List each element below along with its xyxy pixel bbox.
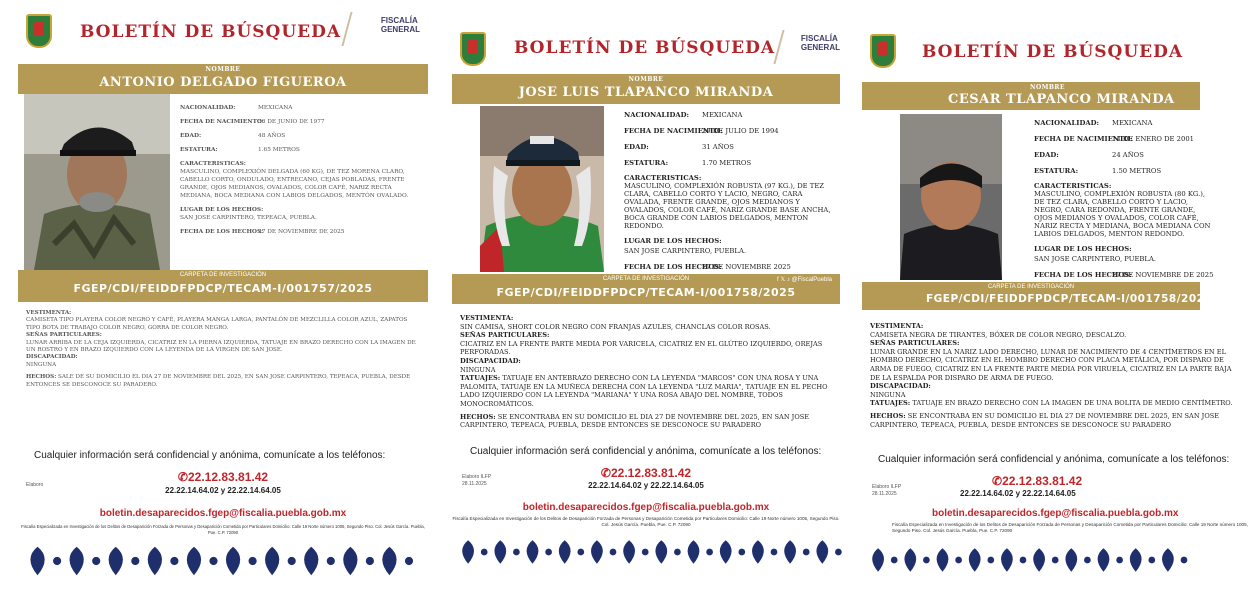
contact-email-link[interactable]: boletin.desaparecidos.fgep@fiscalia.puebla.gob.mx [932,508,1179,519]
case-file-banner [18,270,428,302]
case-file-label: CARPETA DE INVESTIGACIÓN [602,276,690,282]
height-value: 1.70 METROS [702,159,752,167]
talavera-motif [148,547,162,576]
talavera-dot [642,549,649,556]
confidential-notice: Cualquier información será confidencial y anónima, comunícate a los teléfonos: [878,454,1230,465]
disability-label: DISCAPACIDAD: [460,356,521,365]
person-photo [900,114,1002,280]
decorative-talavera-border [862,546,1200,574]
bulletin-header [18,8,428,56]
state-shield-icon [460,32,486,66]
birthdate-value: 30 DE JUNIO DE 1977 [258,119,325,125]
traits-label: CARACTERISTICAS: [624,174,702,182]
person-name: CESAR TLAPANCO MIRANDA [948,92,1175,107]
event-date-value: 27 DE NOVIEMBRE 2025 [702,263,791,271]
facts-value: SALE DE SU DOMICILIO EL DIA 27 DE NOVIEMBRE DEL 2025, EN SAN JOSE CARPINTERO, TEPEACA, PUEBLA, DESDE ENTONCES SE DESCONOCE SU PARADERO. [26,374,411,388]
marks-label: SEÑAS PARTICULARES: [460,331,550,340]
hotline-number[interactable]: ✆22.12.83.81.42 [992,474,1083,488]
age-label: EDAD: [180,133,202,139]
facts-value: SE ENCONTRABA EN SU DOMICILIO EL DIA 27 DE NOVIEMBRE DEL 2025, EN SAN JOSE CARPINTERO, TEPEACA, PUEBLA, DESDE ENTONCES SE DESCONOCE SU PARADERO [460,412,810,430]
talavera-dot [1052,557,1059,564]
nationality-value: MEXICANA [1112,119,1153,127]
clothing-value: SIN CAMISA, SHORT COLOR NEGRO CON FRANJAS AZULES, CHANCLAS COLOR ROSAS. [460,322,771,331]
phone-icon: ✆ [992,474,1003,488]
talavera-dot [674,549,681,556]
case-file-banner [452,274,840,304]
event-date-label: FECHA DE LOS HECHOS: [1034,271,1132,279]
talavera-dot [170,557,178,565]
name-label: NOMBRE [1030,84,1065,91]
bulletin-card-1 [18,8,428,593]
talavera-dot [891,557,898,564]
talavera-motif [623,540,635,564]
height-label: ESTATURA: [624,159,669,167]
place-value: SAN JOSE CARPINTERO, TEPEACA, PUEBLA. [180,215,317,221]
talavera-dot [131,557,139,565]
decorative-talavera-border [452,538,840,566]
marks-label: SEÑAS PARTICULARES: [26,332,102,339]
contact-email-link[interactable]: boletin.desaparecidos.fgep@fiscalia.puebla.gob.mx [522,502,770,513]
talavera-motif [304,547,318,576]
nationality-label: NACIONALIDAD: [180,105,236,111]
talavera-motif [494,540,506,564]
talavera-dot [209,557,217,565]
alt-phone-numbers: 22.22.14.64.02 y 22.22.14.64.05 [960,489,1076,498]
bulletin-card-2 [452,26,840,578]
height-label: ESTATURA: [180,147,218,153]
talavera-motif [816,540,828,564]
talavera-motif [70,547,84,576]
clothing-label: VESTIMENTA: [460,314,514,322]
name-banner [862,82,1200,110]
tattoos-value: TATUAJE EN BRAZO DERECHO CON LA IMAGEN DE UNA BOLITA DE MEDIO CENTÍMETRO. [912,399,1233,408]
age-value: 48 AÑOS [258,133,286,139]
talavera-motif [1130,548,1142,572]
state-shield-icon [26,14,52,48]
phone-icon: ✆ [600,466,611,480]
prepared-by: Elaboro [26,482,44,488]
alt-phone-numbers: 22.22.14.64.02 y 22.22.14.64.05 [588,481,704,490]
birthdate-label: FECHA DE NACIMIENTO: [1034,135,1133,143]
hotline-number[interactable]: ✆22.12.83.81.42 [600,466,692,480]
talavera-motif [559,540,571,564]
person-name: ANTONIO DELGADO FIGUEROA [99,75,347,90]
disability-value: NINGUNA [460,365,496,374]
person-photo-image [480,106,604,272]
talavera-motif [937,548,949,572]
talavera-motif [265,547,279,576]
bulletin-title: BOLETÍN DE BÚSQUEDA [80,22,342,42]
agency-footer: Fiscalía Especializada en Investigación de los Delitos de Desaparición Forzada de Personas y Desaparición Cometida por Particulares Domicilio: Calle 19 Norte número 1005, Segundo Piso. Col. Jesús García. Puebla, Pue. C.P. 72090 [21,524,425,535]
hotline-number[interactable]: ✆22.12.83.81.42 [177,470,269,484]
marks-value: LUNAR ARRIBA DE LA CEJA IZQUIERDA, CICATRIZ EN LA PIERNA IZQUIERDA, TATUAJE EN BRAZO DERECHO CON LA IMAGEN DE UN ROSTRO Y EN BRAZO IZQUIERDO CON LA LEYENDA DE LA VIRGEN DE SAN JOSE. [26,339,416,354]
height-value: 1.50 METROS [1112,167,1162,175]
clothing-value: CAMISETA TIPO PLAYERA COLOR NEGRO Y CAFÉ, PLAYERA MANGA LARGA, PANTALÓN DE MEZCLILLA COLOR AZUL, ZAPATOS TIPO BOTA DE TRABAJO COLOR NEGRO, GORRA DE COLOR NEGRO. [26,317,408,331]
traits-value: MASCULINO, COMPLEXIÓN ROBUSTA (97 KG.), DE TEZ CLARA, CABELLO CORTO Y LACIO, NEGRO, CARA OVALADA, FRENTE GRANDE, OJOS MEDIANOS Y OVALADOS, COLOR CAFÉ, NARIZ GRANDE BASE ANCHA, BOCA GRANDE CON LABIOS DELGADOS, MENTON REDONDO. [624,182,831,230]
talavera-motif [527,540,539,564]
event-date-value: 27 DE NOVIEMBRE DE 2025 [258,229,345,235]
talavera-dot [53,557,61,565]
bulletin-title: BOLETÍN DE BÚSQUEDA [514,38,776,58]
case-file-label: CARPETA DE INVESTIGACIÓN [179,272,267,278]
talavera-motif [688,540,700,564]
clothing-label: VESTIMENTA: [26,310,72,316]
talavera-dot [955,557,962,564]
talavera-dot [1084,557,1091,564]
case-file-number: FGEP/CDI/FEIDDFPDCP/TECAM-I/001757/2025 [73,282,373,295]
talavera-dot [92,557,100,565]
person-name: JOSE LUIS TLAPANCO MIRANDA [518,85,774,100]
case-file-label: CARPETA DE INVESTIGACIÓN [987,284,1075,290]
talavera-dot [405,557,413,565]
bulletin-card-3 [862,28,1248,580]
talavera-motif [462,540,474,564]
name-banner [452,74,840,104]
nationality-label: NACIONALIDAD: [624,111,690,119]
person-photo [24,94,170,270]
case-details [460,314,832,430]
place-label: LUGAR DE LOS HECHOS: [1034,245,1132,253]
talavera-dot [987,557,994,564]
tattoos-label: TATUAJES: [870,399,911,408]
fiscalia-logo-icon [773,30,804,64]
person-info [1034,118,1214,286]
traits-label: CARACTERISTICAS: [1034,182,1112,190]
talavera-motif [969,548,981,572]
bulletin-title: BOLETÍN DE BÚSQUEDA [922,42,1184,62]
talavera-motif [1065,548,1077,572]
disability-label: DISCAPACIDAD: [870,382,931,391]
alt-phone-numbers: 22.22.14.64.02 y 22.22.14.64.05 [165,486,281,495]
agency-footer: Fiscalía Especializada en Investigación de los Delitos de Desaparición Forzada de Personas y Desaparición Cometida por Particulares Domicilio: Calle 19 Norte número 1005, Segundo Piso. Col. Jesús García. Puebla, Pue. C.P. 72090 [452,516,840,527]
birthdate-value: 14 DE ENERO DE 2001 [1112,135,1194,143]
talavera-motif [226,547,240,576]
facts-label: HECHOS: [460,412,496,421]
social-icons: f 𝕏 ♪ [777,277,792,283]
talavera-dot [366,557,374,565]
event-date-label: FECHA DE LOS HECHOS: [180,229,264,235]
age-label: EDAD: [624,143,649,151]
state-shield-icon [870,34,896,68]
fiscalia-logo-text: FISCALÍA GENERAL [380,16,420,34]
social-handle[interactable]: f 𝕏 ♪ @FiscalPuebla [777,277,832,283]
marks-value: LUNAR GRANDE EN LA NARIZ LADO DERECHO, LUNAR DE NACIMIENTO DE 4 CENTÍMETROS EN EL HOMBRO DERECHO, CICATRIZ EN EL HOMBRO DERECHO CON PLACA METÁLICA, POR DISPARO DE ARMA DE FUEGO, CICATRIZ EN LA FRENTE PARTE MEDIA POR VIRUELA, CICATRIZ EN LA PARTE BAJA DE LA ESPALDA POR DISPARO DE ARMA DE FUEGO. [870,347,1232,382]
talavera-motif [752,540,764,564]
talavera-dot [513,549,520,556]
clothing-label: VESTIMENTA: [870,322,924,330]
prepared-by: Elaboro ILFP 28.11.2025 [872,484,902,497]
talavera-motif [784,540,796,564]
agency-footer: Fiscalía Especializada en Investigación de los Delitos de Desaparición Forzada de Personas y Desaparición Cometida por Particulares Domicilio: Calle 19 Norte número 1005, Segundo Piso. Col. Jesús García. Puebla, Pue. C.P. 72090 [892,522,1248,533]
talavera-motif [720,540,732,564]
age-value: 31 AÑOS [702,143,734,151]
tattoos-label: TATUAJES: [460,374,501,383]
contact-email-link[interactable]: boletin.desaparecidos.fgep@fiscalia.puebla.gob.mx [99,508,347,519]
person-photo-image [900,114,1002,280]
height-value: 1.65 METROS [258,147,300,153]
talavera-dot [610,549,617,556]
confidential-notice: Cualquier información será confidencial y anónima, comunícate a los teléfonos: [34,450,386,461]
bulletin-header [862,28,1200,76]
talavera-motif [382,547,396,576]
talavera-motif [1001,548,1013,572]
birthdate-label: FECHA DE NACIMIENTO: [624,127,723,135]
talavera-dot [545,549,552,556]
event-date-value: 27 DE NOVIEMBRE DE 2025 [1112,271,1214,279]
nationality-value: MEXICANA [258,105,293,111]
traits-value: MASCULINO, COMPLEXIÓN ROBUSTA (80 KG.), DE TEZ CLARA, CABELLO CORTO Y LACIO, NEGRO, CARA REDONDA, FRENTE GRANDE, OJOS MEDIANOS Y OVALADOS, COLOR CAFÉ, NARIZ RECTA Y MEDIANA, BOCA MEDIANA CON LABIOS DELGADOS, MENTON REDONDO. [1034,190,1211,238]
marks-label: SEÑAS PARTICULARES: [870,339,960,348]
age-label: EDAD: [1034,151,1059,159]
talavera-dot [803,549,810,556]
height-label: ESTATURA: [1034,167,1079,175]
talavera-dot [771,549,778,556]
case-file-banner [862,282,1213,310]
disability-label: DISCAPACIDAD: [26,354,78,361]
talavera-motif [904,548,916,572]
nationality-value: MEXICANA [702,111,743,119]
traits-label: CARACTERISTICAS: [180,161,246,167]
traits-value: MASCULINO, COMPLEXIÓN DELGADA (60 KG), DE TEZ MORENA CLARO, CABELLO CORTO, ONDULADO, ENTRECANO, CEJAS POBLADAS, FRENTE GRANDE, OJOS MEDIANOS, OVALADOS, COLOR CAFÉ, NARIZ RECTA MEDIANA, BOCA MEDIANA CON LABIOS DELGADOS, MENTÓN OVALADO. [180,169,409,199]
fiscalia-logo-text: FISCALÍA GENERAL [800,34,840,52]
name-label: NOMBRE [205,66,241,73]
event-date-label: FECHA DE LOS HECHOS: [624,263,722,271]
talavera-dot [1148,557,1155,564]
talavera-motif [343,547,357,576]
talavera-dot [1116,557,1123,564]
place-value: SAN JOSE CARPINTERO, PUEBLA. [624,247,747,255]
facts-label: HECHOS: [26,374,57,381]
bulletin-header [452,26,840,74]
talavera-motif [187,547,201,576]
name-banner [18,64,428,94]
talavera-motif [1098,548,1110,572]
birthdate-value: 29 DE JULIO DE 1994 [702,127,779,135]
name-label: NOMBRE [628,76,664,83]
clothing-value: CAMISETA NEGRA DE TIRANTES, BÓXER DE COLOR NEGRO, DESCALZO. [870,330,1127,339]
talavera-dot [288,557,296,565]
talavera-dot [1020,557,1027,564]
talavera-dot [327,557,335,565]
case-file-number: FGEP/CDI/FEIDDFPDCP/TECAM-I/001758/2025 [926,293,1213,305]
talavera-dot [706,549,713,556]
tattoos-value: TATUAJE EN ANTEBRAZO DERECHO CON LA LEYENDA "MARCOS" CON UNA ROSA Y UNA PALOMITA, TATUAJE EN LA MUÑECA DERECHA CON LA LEYENDA "LUZ MARIA", TATUAJE EN EL PECHO LADO IZQUIERDO CON LA LEYENDA "MARIANA" Y UNA ROSA ABAJO DEL NOMBRE, TODOS MONOCROMÁTICOS. [460,374,828,408]
talavera-dot [1181,557,1188,564]
talavera-motif [1162,548,1174,572]
talavera-motif [1033,548,1045,572]
birthdate-label: FECHA DE NACIMIENTO: [180,119,265,125]
marks-value: CICATRIZ EN LA FRENTE PARTE MEDIA POR VARICELA, CICATRIZ EN EL GLÚTEO IZQUIERDO, OREJAS PERFORADAS. [460,339,823,357]
talavera-dot [249,557,257,565]
talavera-motif [591,540,603,564]
talavera-motif [655,540,667,564]
fiscalia-logo-icon [341,12,372,46]
place-label: LUGAR DE LOS HECHOS: [624,237,722,245]
case-details [26,310,420,389]
facts-value: SE ENCONTRABA EN SU DOMICILIO EL DIA 27 DE NOVIEMBRE DEL 2025, EN SAN JOSE CARPINTERO, TEPEACA, PUEBLA, DESDE ENTONCES SE DESCONOCE SU PARADERO [870,411,1220,429]
facts-label: HECHOS: [870,411,906,420]
talavera-motif [109,547,123,576]
talavera-dot [835,549,842,556]
case-details [870,322,1240,429]
decorative-talavera-border [18,544,428,578]
person-info [624,110,836,278]
talavera-dot [738,549,745,556]
disability-value: NINGUNA [26,361,57,368]
disability-value: NINGUNA [870,390,906,399]
person-info [180,104,418,242]
person-photo-image [24,94,170,270]
talavera-dot [481,549,488,556]
talavera-dot [577,549,584,556]
talavera-motif [30,547,44,576]
prepared-by: Elaboro ILFP 28.11.2025 [462,474,492,487]
phone-icon: ✆ [177,470,188,484]
talavera-motif [872,548,884,572]
nationality-label: NACIONALIDAD: [1034,119,1100,127]
talavera-dot [923,557,930,564]
case-file-number: FGEP/CDI/FEIDDFPDCP/TECAM-I/001758/2025 [496,286,796,299]
confidential-notice: Cualquier información será confidencial y anónima, comunícate a los teléfonos: [470,446,822,457]
place-label: LUGAR DE LOS HECHOS: [180,207,264,213]
age-value: 24 AÑOS [1112,151,1144,159]
person-photo [480,106,604,272]
place-value: SAN JOSE CARPINTERO, PUEBLA. [1034,255,1157,263]
